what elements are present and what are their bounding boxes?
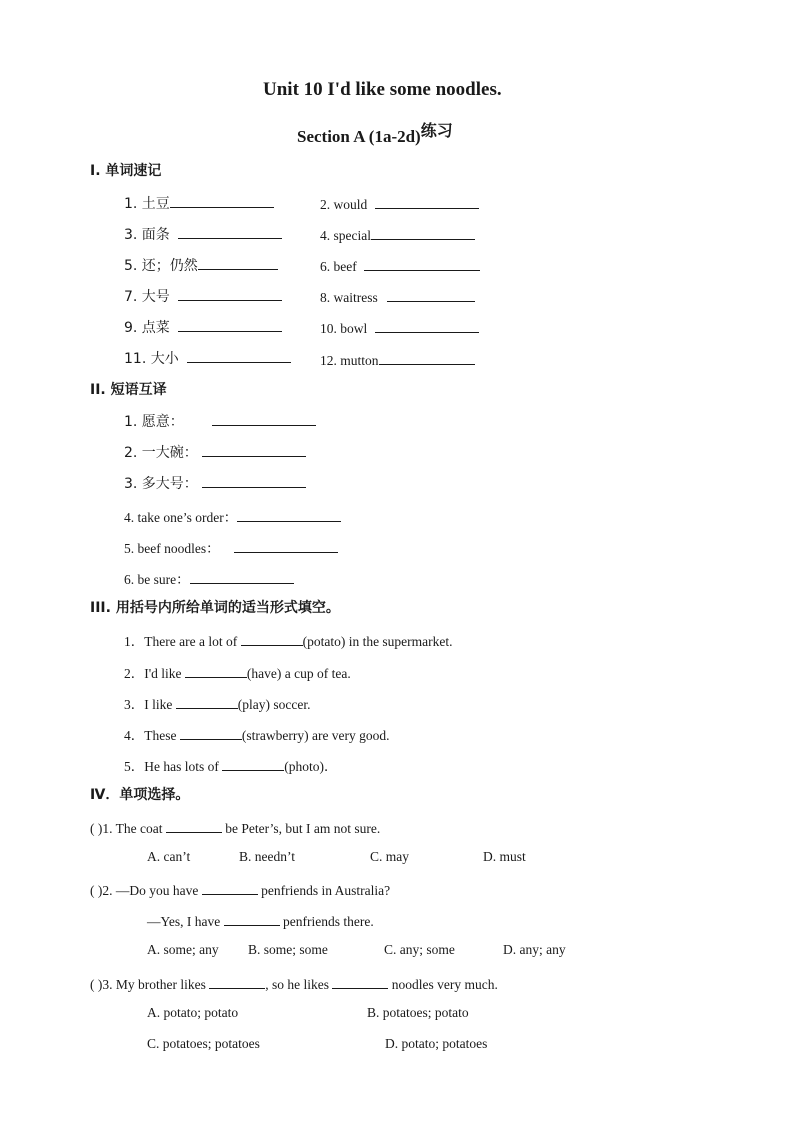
fill-item (124, 662, 351, 682)
mc-option[interactable]: C. potatoes; potatoes (147, 1036, 260, 1051)
subtitle-suffix: 练习 (420, 121, 453, 140)
vocab-prompt: 8. waitress (320, 290, 378, 305)
answer-parens[interactable]: ( ) (90, 883, 103, 898)
question-text: 2. —Do you have (102, 883, 199, 898)
phrase-prompt: 4. take one’s order： (124, 510, 238, 525)
answer-blank (332, 974, 388, 989)
section-4-heading: Ⅳ．单项选择。 (90, 787, 190, 803)
vocab-item (124, 348, 291, 368)
answer-blank[interactable] (198, 255, 278, 270)
phrase-item (124, 537, 338, 557)
answer-blank[interactable] (375, 194, 479, 209)
mc-option[interactable]: A. can’t (147, 849, 191, 864)
vocab-item (320, 287, 475, 306)
question-text: 1. The coat (102, 821, 163, 836)
mc-option[interactable]: C. any; some (384, 942, 455, 957)
answer-blank (202, 880, 258, 895)
fill-item (124, 693, 310, 713)
answer-blank[interactable] (178, 286, 282, 301)
phrase-item (124, 473, 306, 493)
answer-blank (166, 818, 222, 833)
fill-prompt: 3．I like (124, 697, 173, 712)
answer-blank[interactable] (375, 318, 479, 333)
vocab-prompt: 6. beef (320, 259, 357, 274)
answer-blank[interactable] (364, 256, 480, 271)
vocab-item (124, 224, 282, 244)
mc-option[interactable]: A. some; any (147, 942, 219, 957)
vocab-item (320, 194, 479, 213)
fill-hint: (potato) in the supermarket. (302, 634, 453, 649)
answer-blank[interactable] (202, 442, 306, 457)
vocab-item (320, 350, 475, 369)
fill-item (124, 630, 453, 650)
mc-question-3 (90, 974, 498, 993)
vocab-item (320, 225, 475, 244)
answer-blank[interactable] (222, 756, 284, 771)
phrase-prompt: 3. 多大号： (124, 476, 198, 492)
answer-blank[interactable] (212, 411, 316, 426)
answer-blank[interactable] (371, 225, 475, 240)
question-text: —Yes, I have (147, 914, 221, 929)
vocab-item (124, 193, 274, 213)
vocab-item (124, 286, 282, 306)
fill-prompt: 1．There are a lot of (124, 634, 238, 649)
fill-prompt: 5．He has lots of (124, 759, 219, 774)
section-1-heading: I. 单词速记 (90, 163, 162, 179)
vocab-item (320, 318, 479, 337)
phrase-item (124, 568, 294, 588)
phrase-item (124, 411, 316, 431)
answer-blank[interactable] (170, 193, 274, 208)
mc-option[interactable]: B. some; some (248, 942, 328, 957)
mc-question-2-line2 (147, 911, 374, 930)
fill-hint: (photo)． (284, 759, 338, 774)
answer-blank[interactable] (178, 317, 282, 332)
vocab-prompt: 2. would (320, 197, 368, 212)
mc-option[interactable]: D. potato; potatoes (385, 1036, 488, 1051)
subtitle-text: Section A (1a-2d) (297, 127, 421, 146)
fill-hint: (strawberry) are very good. (241, 728, 390, 743)
answer-parens[interactable]: ( ) (90, 821, 103, 836)
vocab-item (124, 255, 278, 275)
mc-question-2 (90, 880, 390, 899)
mc-question-1 (90, 818, 380, 837)
vocab-prompt: 11. 大小 (124, 351, 179, 367)
page-title: Unit 10 I'd like some noodles. (263, 79, 502, 100)
vocab-prompt: 1. 土豆 (124, 196, 170, 212)
answer-blank[interactable] (176, 694, 238, 709)
answer-blank[interactable] (178, 224, 282, 239)
question-text: , so he likes (265, 977, 329, 992)
question-text: penfriends in Australia? (261, 883, 391, 898)
phrase-item (124, 442, 306, 462)
vocab-item (320, 256, 480, 275)
answer-blank[interactable] (237, 507, 341, 522)
phrase-prompt: 6. be sure： (124, 572, 190, 587)
answer-blank[interactable] (202, 473, 306, 488)
fill-hint: (play) soccer. (237, 697, 311, 712)
answer-blank[interactable] (241, 631, 303, 646)
question-text: be Peter’s, but I am not sure. (225, 821, 381, 836)
answer-blank[interactable] (190, 569, 294, 584)
question-text: penfriends there. (283, 914, 374, 929)
phrase-prompt: 2. 一大碗： (124, 445, 198, 461)
fill-item (124, 755, 338, 775)
mc-option[interactable]: B. needn’t (239, 849, 295, 864)
vocab-prompt: 12. mutton (320, 353, 379, 368)
vocab-item (124, 317, 282, 337)
answer-blank[interactable] (387, 287, 475, 302)
phrase-item (124, 506, 341, 526)
section-2-heading: II. 短语互译 (90, 382, 167, 398)
answer-blank (209, 974, 265, 989)
section-3-heading: III. 用括号内所给单词的适当形式填空。 (90, 600, 340, 616)
answer-blank[interactable] (185, 663, 247, 678)
answer-blank[interactable] (234, 538, 338, 553)
mc-option[interactable]: D. any; any (503, 942, 566, 957)
vocab-prompt: 9. 点菜 (124, 320, 170, 336)
question-text: noodles very much. (391, 977, 498, 992)
vocab-prompt: 3. 面条 (124, 227, 170, 243)
answer-blank[interactable] (187, 348, 291, 363)
fill-prompt: 2．I'd like (124, 666, 182, 681)
phrase-prompt: 1. 愿意： (124, 414, 184, 430)
question-text: 3. My brother likes (102, 977, 206, 992)
answer-blank[interactable] (180, 725, 242, 740)
mc-option[interactable]: B. potatoes; potato (367, 1005, 469, 1020)
phrase-prompt: 5. beef noodles： (124, 541, 220, 556)
mc-option[interactable]: A. potato; potato (147, 1005, 239, 1020)
fill-item (124, 724, 390, 744)
vocab-prompt: 4. special (320, 228, 371, 243)
answer-blank (224, 911, 280, 926)
page-subtitle (297, 121, 453, 147)
mc-option[interactable]: D. must (483, 849, 526, 864)
answer-blank[interactable] (379, 350, 475, 365)
vocab-prompt: 5. 还；仍然 (124, 258, 198, 274)
vocab-prompt: 10. bowl (320, 321, 368, 336)
answer-parens[interactable]: ( ) (90, 977, 103, 992)
vocab-prompt: 7. 大号 (124, 289, 170, 305)
fill-hint: (have) a cup of tea. (246, 666, 351, 681)
mc-option[interactable]: C. may (370, 849, 409, 864)
fill-prompt: 4．These (124, 728, 177, 743)
